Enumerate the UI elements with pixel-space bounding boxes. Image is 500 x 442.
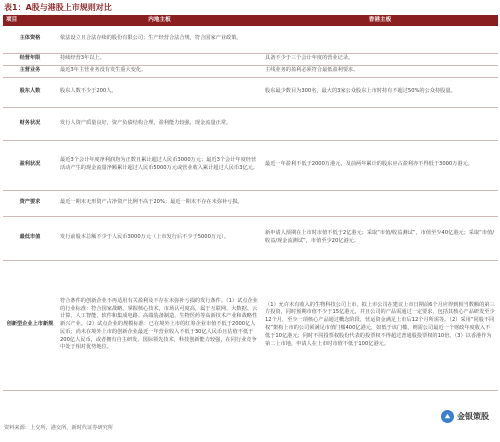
cell-mainland: 发行人资产质量良好，资产负债结构合理，盈利能力较强，现金流量正常。: [57, 107, 262, 140]
cell-mainland: 最近一期末无形资产占净资产比例不高于20%；最近一期末不存在未弥补亏损。: [57, 190, 262, 216]
header-hk: 香港主板: [262, 15, 498, 26]
table-row: [3, 216, 498, 260]
cell-hk: 新申请人预期在上市时市值不低于2亿港元；采取“市值/收益测试”，市值至少40亿港元；采取“市值/收益/现金流测试”，市值至少20亿港元。: [262, 216, 498, 260]
cell-mainland: 符合条件的创新企业不再适用有关盈利及不存在未弥补亏损的发行条件。（1）试点企业的行业标准：符合国家战略，掌握核心技术，市场认可度高，属于互联网、大数据、云计算、人工智能、软件和集成电路、高端装备制造、生物医药等高新技术产业和战略性新兴产业。（2）试点企业的规模标准：已在境外上市的红筹企业市值不低于2000亿人民币；尚未在境外上市的创新企业最近一年营业收入不低于30亿人民币且估值不低于200亿人民币，或者拥有自主研发、国际领先技术，科技创新能力较强，在同行业竞争中处于相对优势地位。: [57, 260, 262, 390]
cell-mainland: 持续经营3年以上。: [57, 53, 262, 65]
row-label: 资产要求: [3, 190, 57, 216]
cell-hk: [262, 26, 498, 53]
row-label: 盈利状况: [3, 140, 57, 190]
cell-mainland: 最近3个会计年度净利润均为正数且累计超过人民币3000万元；最近3个会计年度经营活动产生的现金流量净额累计超过人民币5000万元或营业收入累计超过人民币3亿元。: [57, 140, 262, 190]
watermark-text: 金银策股: [457, 412, 489, 421]
row-label: 创新型企业上市新规: [3, 260, 57, 390]
watermark: [436, 408, 494, 425]
header-item: 项目: [3, 15, 57, 26]
cell-hk: [262, 107, 498, 140]
table-row: [3, 190, 498, 216]
row-label: 主营业务: [3, 65, 57, 77]
cell-hk: 具备不少于三个会计年度的营业记录。: [262, 53, 498, 65]
table-row: [3, 26, 498, 53]
cell-hk: 最近一年盈利不低于2000万港元，及前两年累计的股东应占盈利亦不得低于3000万港元。: [262, 140, 498, 190]
row-label: 财务状况: [3, 107, 57, 140]
cell-mainland: 依法设立且合法存续的股份有限公司；生产经营合法合规，符合国家产业政策。: [57, 26, 262, 53]
rules-comparison-table: [3, 15, 498, 391]
cell-mainland: 最近3年主营业务没有发生重大变化。: [57, 65, 262, 77]
table-row: [3, 53, 498, 65]
table-row: [3, 65, 498, 77]
cell-hk: 主线业务的盈利必须符合最低盈利要求。: [262, 65, 498, 77]
row-label: 股东人数: [3, 77, 57, 107]
brand-logo-icon: [441, 410, 454, 423]
cell-mainland: 发行前股本总额不少于人民币3000万元（上市发行后不少于5000万元）。: [57, 216, 262, 260]
cell-hk: [262, 190, 498, 216]
table-row: [3, 77, 498, 107]
source-note: 资料来源：上交所、港交所，新时代证券研究所: [4, 425, 113, 431]
cell-hk: （1）允许未有收入的生物科技公司上市。拟上市公司在建议上市日期前6个月应得到相当数额的第三方投资，同时预期市值不少于15亿港元，并且公司的产品需通过一定要求，包括其核心产品研发至少12个月，至少一项核心产品通过概念阶段，营运资金满足上市后12个月所需等。（2）采用“同股不同权”架构上市的公司须满足市值门槛400亿港元，如低于该门槛，则需公司最近一个财政年度收入不低于10亿港元；同时不同投票权股份代表的投票权不得超过普通股投票权的10倍。（3）以香港作为第二上市地，申请人在上市时市值不低于100亿港元。: [262, 260, 498, 390]
page-title: 表1：A股与港股上市规则对比: [4, 3, 112, 12]
row-label: 最低市值: [3, 216, 57, 260]
table-row: [3, 140, 498, 190]
header-mainland: 内地主板: [57, 15, 262, 26]
table-row: [3, 107, 498, 140]
table-header-row: [3, 15, 498, 26]
row-label: 主体资格: [3, 26, 57, 53]
cell-mainland: 股东人数不少于200人。: [57, 77, 262, 107]
row-label: 经营年限: [3, 53, 57, 65]
cell-hk: 股东最少数目为300名，最大的3家公众股东上市时持有不超过50%的公众持股量。: [262, 77, 498, 107]
table-row: [3, 260, 498, 390]
